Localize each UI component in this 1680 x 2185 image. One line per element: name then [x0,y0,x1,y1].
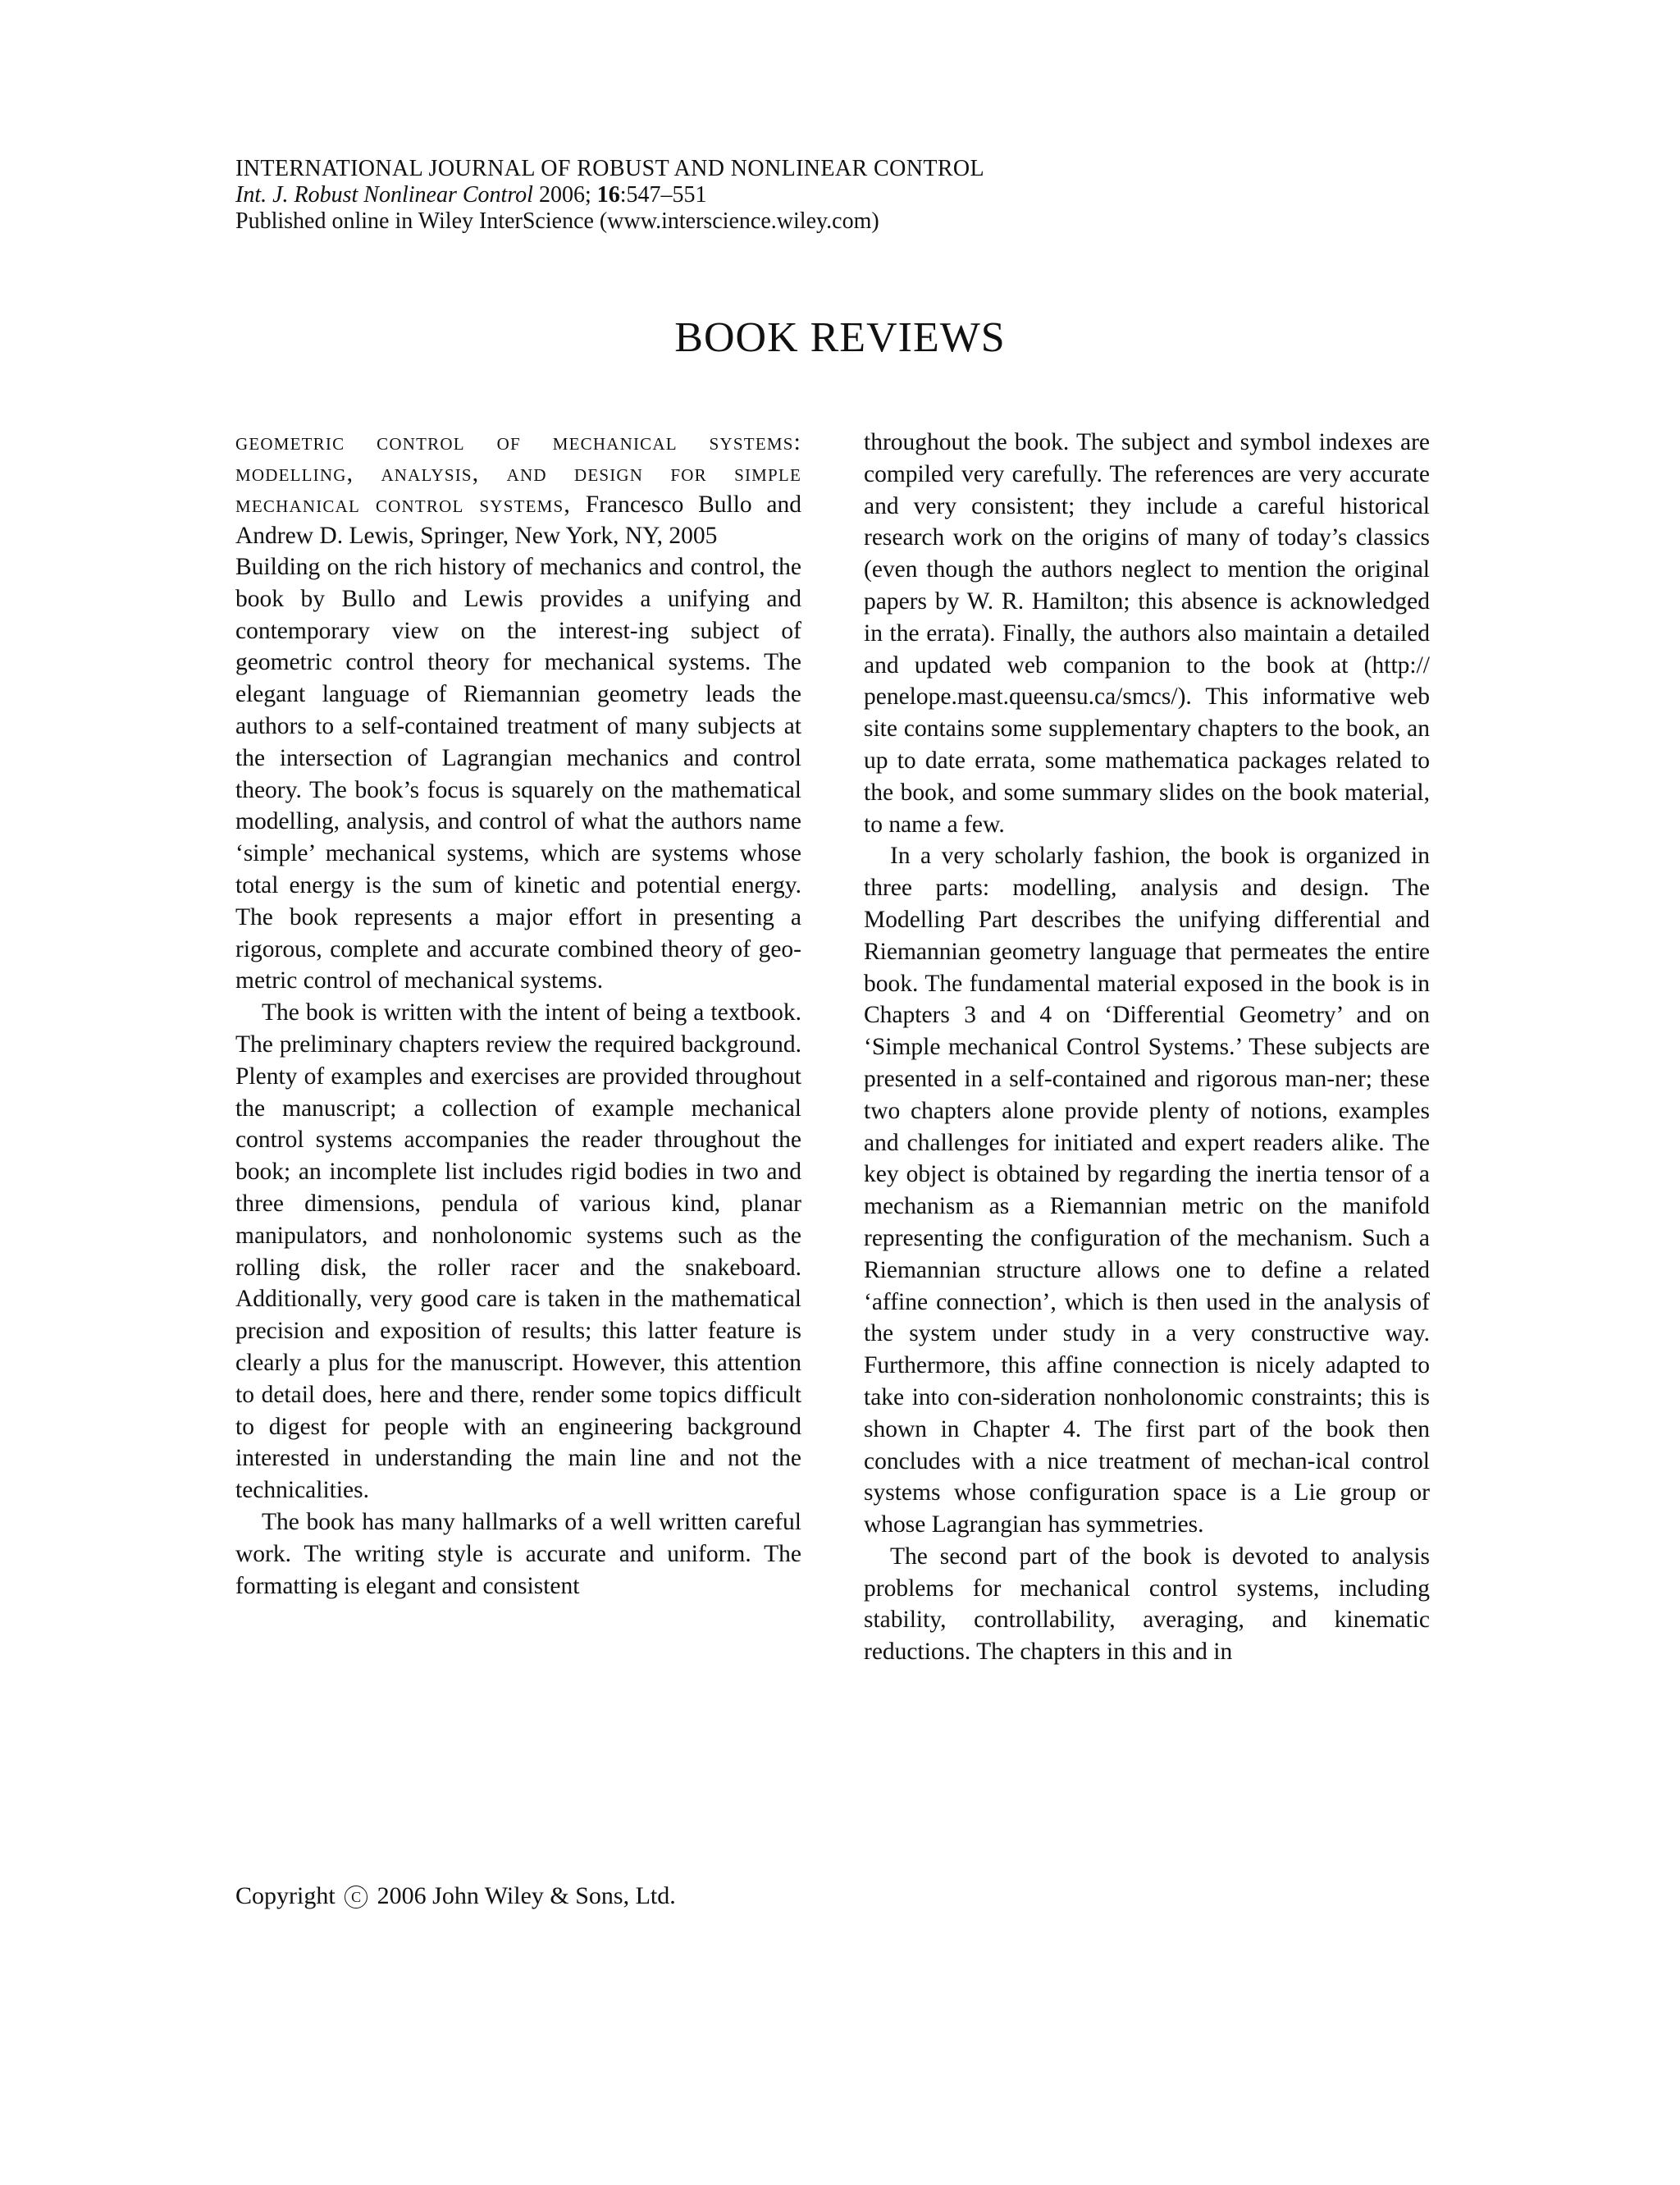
copyright-word: Copyright [235,1882,336,1909]
book-details: Francesco Bullo and Andrew D. Lewis, Springer, New York, NY, 2005 [235,491,801,549]
book-title: geometric control of mechanical systems: modelling, analysis, and design for simple mechanical control systems, [235,429,801,518]
citation-volume: 16 [596,182,620,208]
body-paragraph: In a very scholarly fashion, the book is organized in three parts: modelling, analysis and design. The Modelling Part describes the unifying differential and Riemannian geometry language that permeates the entire book. The fundamental material exposed in the book is in Chapters 3 and 4 on ‘Differential Geometry’ and on ‘Simple mechanical Control Systems.’ These subjects are presented in a self-contained and rigorous man-ner; these two chapters alone provide plenty of notions, examples and challenges for initiated and expert readers alike. The key object is obtained by regarding the inertia tensor of a mechanism as a Riemannian metric on the manifold representing the configuration of the mechanism. Such a Riemannian structure allows one to define a related ‘affine connection’, which is then used in the analysis of the system under study in a very constructive way. Furthermore, this affine connection is nicely adapted to take into con-sideration nonholonomic constraints; this is shown in Chapter 4. The first part of the book then concludes with a nice treatment of mechan-ical control systems whose configuration space is a Lie group or whose Lagrangian has symmetries. [864,843,1430,1538]
copyright-text: 2006 John Wiley & Sons, Ltd. [377,1882,676,1909]
citation-pages: :547–551 [619,182,707,208]
journal-header [235,156,984,235]
body-paragraph: The book has many hallmarks of a well written careful work. The writing style is accurate and uniform. The formatting is elegant and consistent [235,1508,801,1599]
copyright-icon: C [345,1886,368,1908]
body-paragraph: The second part of the book is devoted to analysis problems for mechanical control systems, including stability, controllability, averaging, and kinematic reductions. The chapters in this and in [864,1543,1430,1666]
citation-year: 2006; [532,182,597,208]
journal-name: INTERNATIONAL JOURNAL OF ROBUST AND NONLINEAR CONTROL [235,156,985,181]
body-paragraph: The book is written with the intent of being a textbook. The preliminary chapters review the required background. Plenty of examples and exercises are provided throughout the manuscript; a collection of example mechanical control systems accompanies the reader throughout the book; an incomplete list includes rigid bodies in two and three dimensions, pendula of various kind, planar manipulators, and nonholonomic systems such as the rolling disk, the roller racer and the snakeboard. Additionally, very good care is taken in the mathematical precision and exposition of results; this latter feature is clearly a plus for the manuscript. However, this attention to detail does, here and there, render some topics difficult to digest for people with an engineering background interested in understanding the main line and not the technicalities. [235,999,801,1504]
left-column [235,427,801,1602]
body-paragraph: Building on the rich history of mechanics and control, the book by Bullo and Lewis provides a unifying and contemporary view on the interest-ing subject of geometric control theory for mechanical systems. The elegant language of Riemannian geometry leads the authors to a self-contained treatment of many subjects at the intersection of Lagrangian mechanics and control theory. The book’s focus is squarely on the mathematical modelling, analysis, and control of what the authors name ‘simple’ mechanical systems, which are systems whose total energy is the sum of kinetic and potential energy. The book represents a major effort in presenting a rigorous, complete and accurate combined theory of geo-metric control of mechanical systems. [235,554,801,994]
section-title: BOOK REVIEWS [674,314,1006,361]
citation-abbrev: Int. J. Robust Nonlinear Control [235,182,533,208]
body-paragraph: throughout the book. The subject and symbol indexes are compiled very carefully. The references are very accurate and very consistent; they include a careful historical research work on the origins of many of today’s classics (even though the authors neglect to mention the original papers by W. R. Hamilton; this absence is acknowledged in the errata). Finally, the authors also maintain a detailed and updated web companion to the book at (http:// penelope.mast.queensu.ca/smcs/). This informative web site contains some supplementary chapters to the book, an up to date errata, some mathematica packages related to the book, and some summary slides on the book material, to name a few. [864,429,1430,838]
publication-note: Published online in Wiley InterScience (www.interscience.wiley.com) [235,208,879,234]
copyright-footer [235,1881,676,1911]
book-reference [235,427,801,551]
right-column [864,427,1430,1668]
journal-citation [235,182,984,208]
